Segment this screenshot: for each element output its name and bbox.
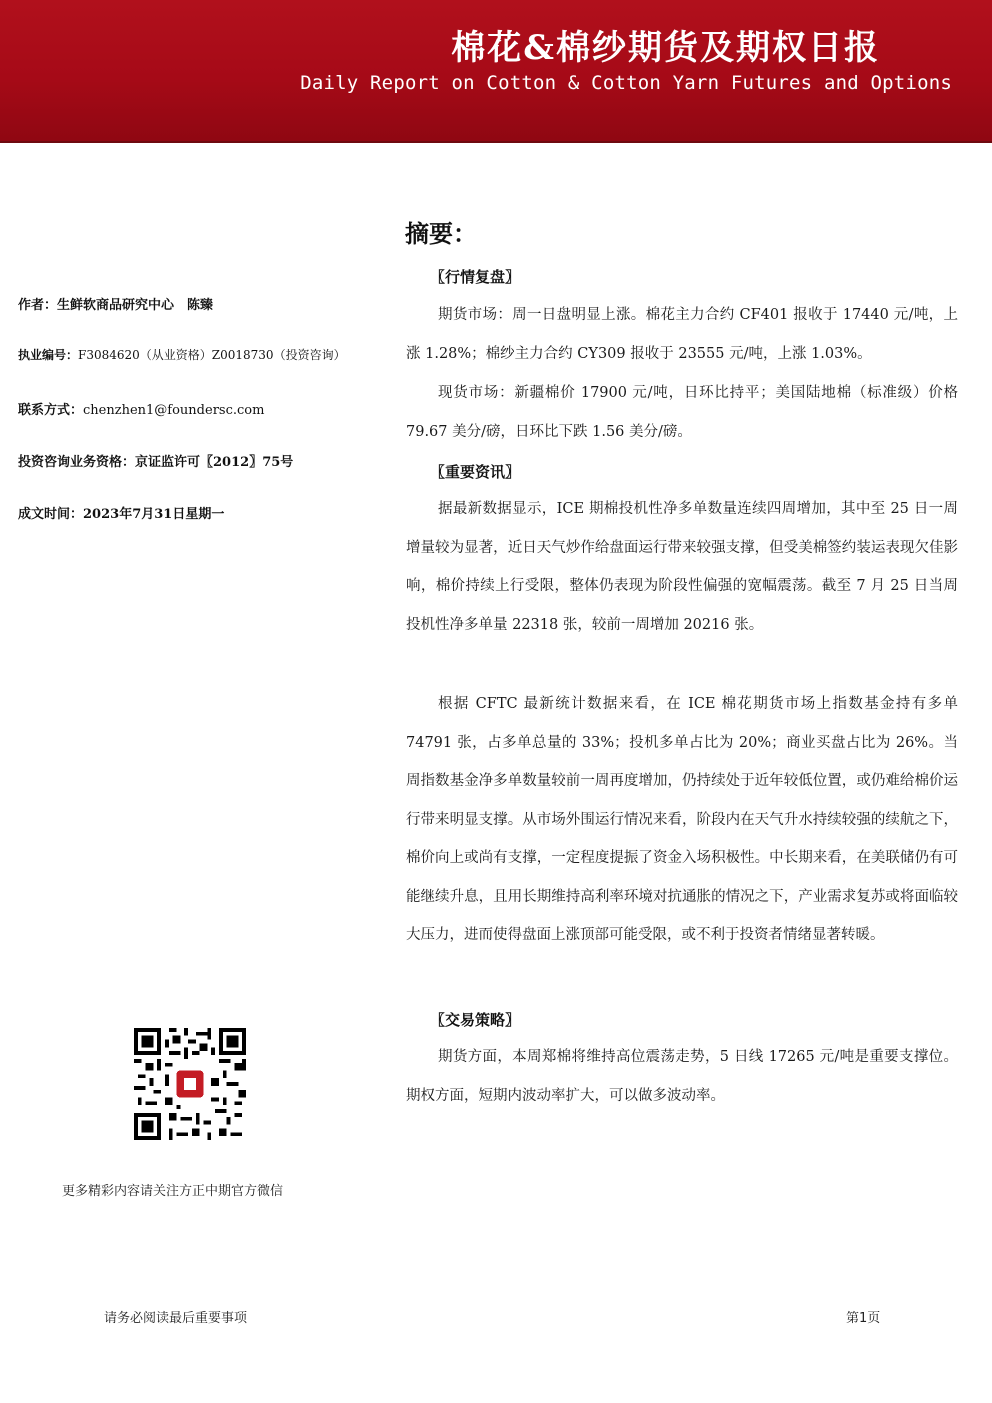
- date-label: 成文时间：: [18, 507, 84, 522]
- spot-market-paragraph: 现货市场：新疆棉价 17900 元/吨，日环比持平；美国陆地棉（标准级）价格 79.67 美分/磅，日环比下跌 1.56 美分/磅。: [406, 385, 958, 440]
- license-value: F3084620（从业资格）Z0018730（投资咨询）: [78, 348, 346, 362]
- qualification-line: [18, 451, 293, 470]
- date-line: [18, 503, 224, 522]
- license-line: [18, 346, 346, 363]
- market-review-label: 〖行情复盘〗: [430, 268, 521, 286]
- qualification-value: 京证监许可〖2012〗75号: [135, 455, 294, 470]
- news-label: 〖重要资讯〗: [430, 463, 521, 481]
- footer-notice: 请务必阅读最后重要事项: [104, 1311, 248, 1326]
- strategy-label: 〖交易策略〗: [430, 1011, 521, 1029]
- date-value: 2023年7月31日星期一: [83, 507, 225, 522]
- qr-caption: 更多精彩内容请关注方正中期官方微信: [62, 1184, 284, 1199]
- report-header-banner: [0, 0, 992, 142]
- author-value: 生鲜软商品研究中心 陈臻: [57, 298, 214, 313]
- contact-line: [18, 399, 264, 418]
- author-line: [18, 294, 213, 313]
- news-paragraph-1: 据最新数据显示，ICE 期棉投机性净多单数量连续四周增加，其中至 25 日一周增量较为显著，近日天气炒作给盘面运行带来较强支撑，但受美棉签约装运表现欠佳影响，棉价持续上行受限，整体仍表现为阶段性偏强的宽幅震荡。截至 7 月 25 日当周投机性净多单量 22318 张，较前一周增加 20216 张。: [406, 501, 958, 633]
- news-paragraph-2: 根据 CFTC 最新统计数据来看，在 ICE 棉花期货市场上指数基金持有多单 74791 张，占多单总量的 33%；投机多单占比为 20%；商业买盘占比为 26%。当周指数基金净多单数量较前一周再度增加，仍持续处于近年较低位置，或仍难给棉价运行带来明显支撑。从市场外围运行情况来看，阶段内在天气升水持续较强的续航之下，棉价向上或尚有支撑，一定程度提振了资金入场积极性。中长期来看，在美联储仍有可能继续升息，且用长期维持高利率环境对抗通胀的情况之下，产业需求复苏或将面临较大压力，进而使得盘面上涨顶部可能受限，或不利于投资者情绪显著转暖。: [406, 696, 958, 943]
- qr-code-icon[interactable]: [134, 1028, 246, 1140]
- qualification-label: 投资咨询业务资格：: [18, 455, 136, 470]
- report-subtitle: Daily Report on Cotton & Cotton Yarn Futures and Options: [300, 72, 952, 94]
- report-title: 棉花&棉纱期货及期权日报: [451, 28, 880, 68]
- futures-market-paragraph: 期货市场：周一日盘明显上涨。棉花主力合约 CF401 报收于 17440 元/吨，上涨 1.28%；棉纱主力合约 CY309 报收于 23555 元/吨，上涨 1.03%。: [406, 307, 958, 362]
- license-label: 执业编号：: [18, 348, 79, 362]
- strategy-paragraph: 期货方面，本周郑棉将维持高位震荡走势，5 日线 17265 元/吨是重要支撑位。期权方面，短期内波动率扩大，可以做多波动率。: [406, 1049, 958, 1104]
- contact-label: 联系方式：: [18, 403, 84, 418]
- header-divider: [0, 141, 992, 143]
- contact-email[interactable]: chenzhen1@foundersc.com: [83, 403, 265, 418]
- author-label: 作者：: [18, 298, 58, 313]
- page-number: 第1页: [846, 1311, 881, 1326]
- summary-title: 摘要：: [405, 219, 477, 248]
